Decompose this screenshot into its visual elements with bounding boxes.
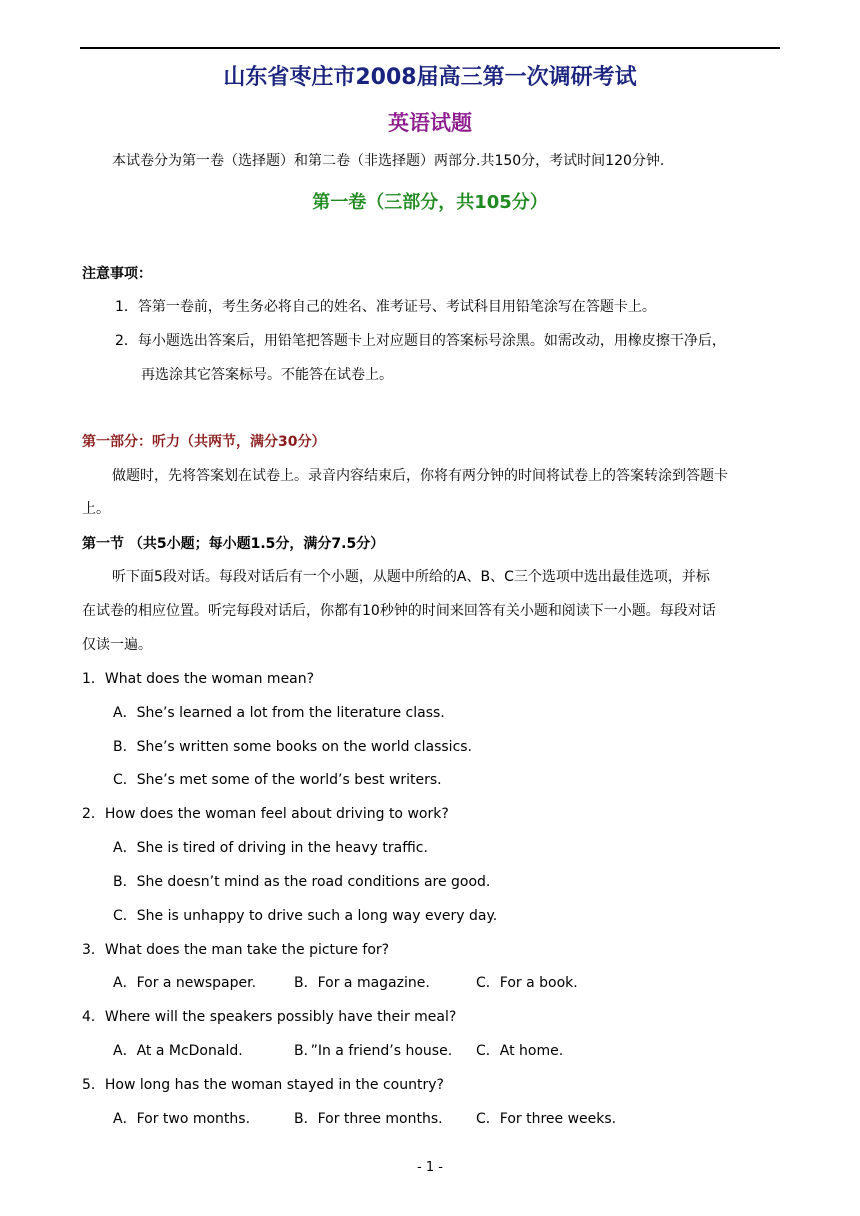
q2-option-c: C．She is unhappy to drive such a long way every day. (113, 908, 498, 924)
question-4: 4．Where will the speakers possibly have their meal? (82, 1009, 457, 1025)
q3-option-c: C．For a book. (476, 975, 578, 991)
part1-desc: 做题时，先将答案划在试卷上。录音内容结束后，你将有两分钟的时间将试卷上的答案转涂到答题卡 (112, 468, 728, 484)
section1-heading: 第一节 （共5小题；每小题1.5分，满分7.5分） (82, 536, 385, 552)
notice-item-1: 1．答第一卷前，考生务必将自己的姓名、准考证号、考试科目用铅笔涂写在答题卡上。 (115, 299, 656, 315)
q1-option-a: A．She’s learned a lot from the literature class. (113, 705, 445, 721)
question-5: 5．How long has the woman stayed in the country? (82, 1077, 444, 1093)
q4-option-c: C．At home. (476, 1043, 564, 1059)
question-1: 1．What does the woman mean? (82, 671, 315, 687)
notice-heading: 注意事项： (82, 266, 152, 282)
notice-item-2: 2．每小题选出答案后，用铅笔把答题卡上对应题目的答案标号涂黑。如需改动，用橡皮擦干净后， (115, 333, 726, 349)
question-3: 3．What does the man take the picture for? (82, 942, 390, 958)
q4-option-a: A．At a McDonald. (113, 1043, 243, 1059)
section1-desc-1: 听下面5段对话。每段对话后有一个小题，从题中所给的A、B、C三个选项中选出最佳选项，并标 (112, 569, 710, 585)
q5-option-a: A．For two months. (113, 1111, 251, 1127)
section1-desc-3: 仅读一遍。 (82, 637, 152, 653)
notice-item-2-cont: 再选涂其它答案标号。不能答在试卷上。 (141, 367, 393, 383)
q1-option-b: B．She’s written some books on the world classics. (113, 739, 473, 755)
q1-option-c: C．She’s met some of the world’s best writers. (113, 772, 442, 788)
exam-subtitle: 英语试题 (388, 111, 472, 135)
part1-desc-cont: 上。 (82, 501, 110, 517)
question-2: 2．How does the woman feel about driving to work? (82, 806, 449, 822)
q2-option-b: B．She doesn’t mind as the road conditions are good. (113, 874, 491, 890)
q3-option-a: A．For a newspaper. (113, 975, 257, 991)
q3-option-b: B．For a magazine. (294, 975, 430, 991)
q2-option-a: A．She is tired of driving in the heavy traffic. (113, 840, 428, 856)
page-number: - 1 - (417, 1160, 443, 1175)
section1-desc-2: 在试卷的相应位置。听完每段对话后，你都有10秒钟的时间来回答有关小题和阅读下一小题。每段对话 (82, 603, 716, 619)
q5-option-c: C．For three weeks. (476, 1111, 617, 1127)
part1-heading: 第一部分：听力（共两节，满分30分） (82, 434, 326, 450)
q5-option-b: B．For three months. (294, 1111, 443, 1127)
exam-intro: 本试卷分为第一卷（选择题）和第二卷（非选择题）两部分.共150分，考试时间120分钟. (112, 153, 665, 169)
q4-option-b: B．”In a friend’s house. (294, 1043, 453, 1059)
top-rule (80, 47, 780, 49)
volume-heading: 第一卷（三部分，共105分） (312, 192, 548, 213)
exam-title: 山东省枣庄市2008届高三第一次调研考试 (223, 65, 637, 90)
